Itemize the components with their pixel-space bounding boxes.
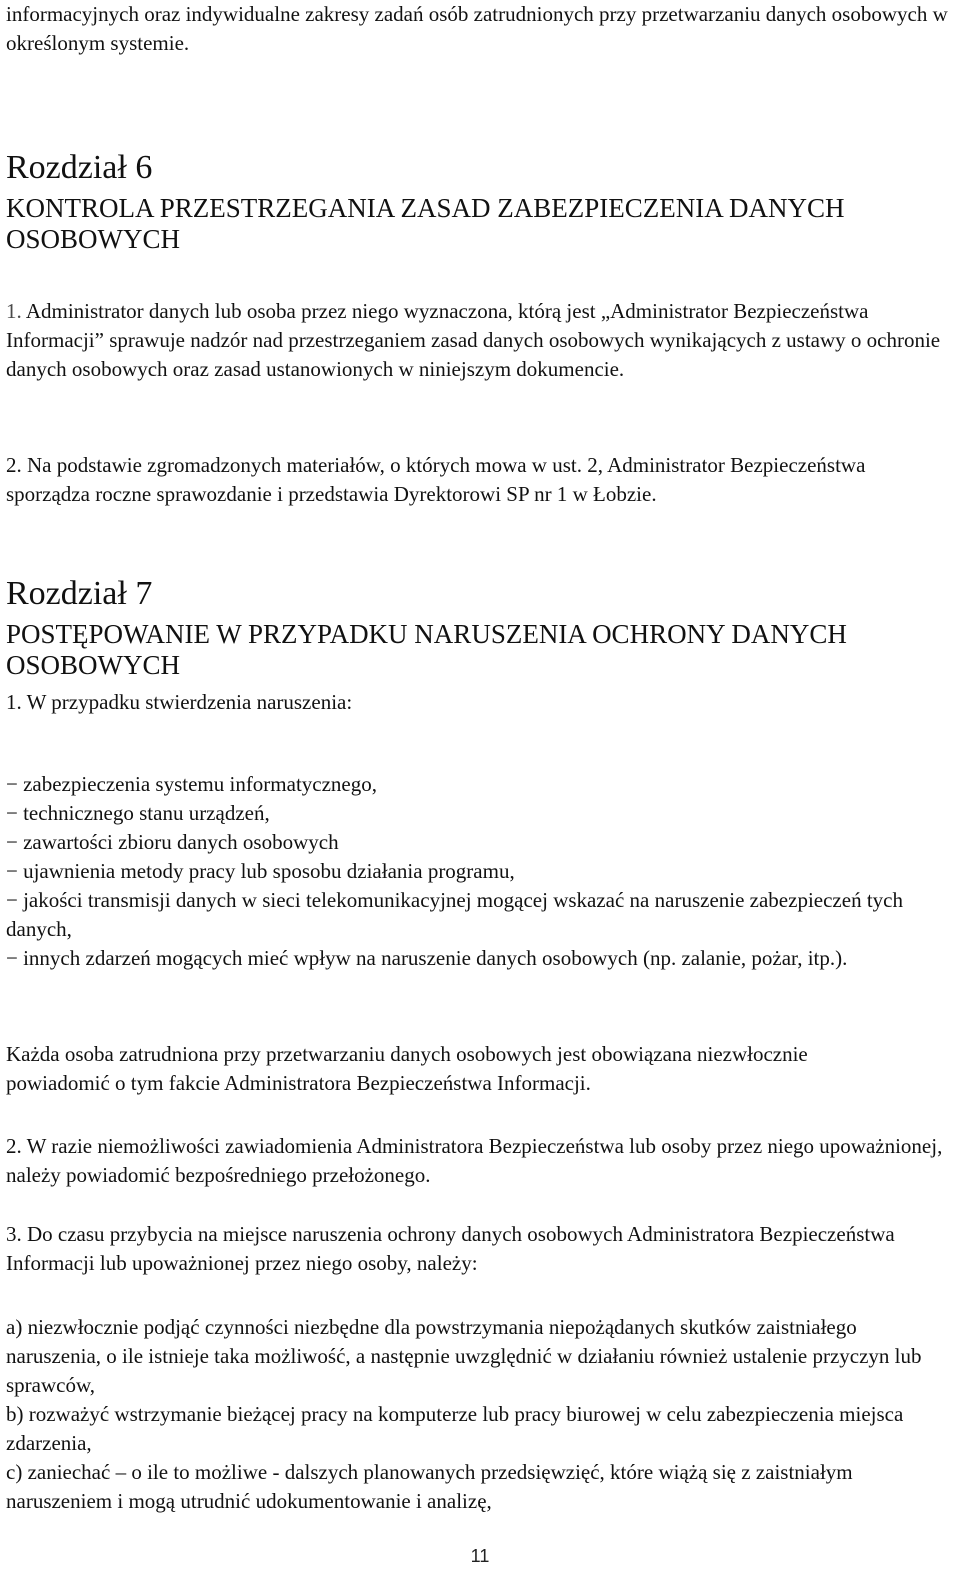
list-item: − innych zdarzeń mogących mieć wpływ na naruszenie danych osobowych (np. zalanie, pożar, itp.).	[6, 946, 848, 970]
item-3-paragraph: 3. Do czasu przybycia na miejsce naruszenia ochrony danych osobowych Administratora Bezpieczeństwa Informacji lub upoważnionej przez niego osoby, należy:	[6, 1222, 895, 1275]
chapter-6-paragraph-2: 2. Na podstawie zgromadzonych materiałów, o których mowa w ust. 2, Administrator Bezpieczeństwa sporządza roczne sprawozdanie i przedstawia Dyrektorowi SP nr 1 w Łobzie.	[6, 453, 866, 506]
list-item: − technicznego stanu urządzeń,	[6, 801, 270, 825]
intro-paragraph: informacyjnych oraz indywidualne zakresy zadań osób zatrudnionych przy przetwarzaniu danych osobowych w określonym systemie.	[6, 2, 948, 55]
list-item: b) rozważyć wstrzymanie bieżącej pracy na komputerze lub pracy biurowej w celu zabezpieczenia miejsca zdarzenia,	[6, 1402, 904, 1455]
list-item: c) zaniechać – o ile to możliwe - dalszych planowanych przedsięwzięć, które wiążą się z zaistniałym naruszeniem i mogą utrudnić udokumentowanie i analizę,	[6, 1460, 853, 1513]
breach-intro: 1. W przypadku stwierdzenia naruszenia:	[6, 690, 353, 714]
chapter-7-subheading: POSTĘPOWANIE W PRZYPADKU NARUSZENIA OCHRONY DANYCH OSOBOWYCH	[6, 619, 847, 680]
chapter-6-heading: Rozdział 6	[6, 149, 153, 186]
item-2-paragraph: 2. W razie niemożliwości zawiadomienia Administratora Bezpieczeństwa lub osoby przez niego upoważnionej, należy powiadomić bezpośredniego przełożonego.	[6, 1134, 943, 1187]
notify-paragraph: Każda osoba zatrudniona przy przetwarzaniu danych osobowych jest obowiązana niezwłocznie powiadomić o tym fakcie Administratora Bezpieczeństwa Informacji.	[6, 1042, 808, 1095]
list-item: − zawartości zbioru danych osobowych	[6, 830, 339, 854]
breach-dash-list	[6, 770, 951, 973]
list-item: − ujawnienia metody pracy lub sposobu działania programu,	[6, 859, 515, 883]
chapter-7-heading: Rozdział 7	[6, 575, 153, 612]
list-item: a) niezwłocznie podjąć czynności niezbędne dla powstrzymania niepożądanych skutków zaistniałego naruszenia, o ile istnieje taka możliwość, a następnie uwzględnić w działaniu również ustalenie przyczyn lub sprawców,	[6, 1315, 922, 1397]
chapter-6-paragraph-1: 1. Administrator danych lub osoba przez niego wyznaczona, którą jest „Administrator Bezpieczeństwa Informacji” sprawuje nadzór nad przestrzeganiem zasad danych osobowych wynikających z ustawy o ochronie danych osobowych oraz zasad ustanowionych w niniejszym dokumencie.	[6, 299, 941, 381]
list-item: − jakości transmisji danych w sieci telekomunikacyjnej mogącej wskazać na naruszenie zabezpieczeń tych danych,	[6, 888, 903, 941]
list-item: − zabezpieczenia systemu informatycznego,	[6, 772, 378, 796]
actions-letter-list	[6, 1313, 951, 1516]
chapter-6-subheading: KONTROLA PRZESTRZEGANIA ZASAD ZABEZPIECZENIA DANYCH OSOBOWYCH	[6, 193, 845, 254]
page-number: 11	[470, 1546, 490, 1566]
